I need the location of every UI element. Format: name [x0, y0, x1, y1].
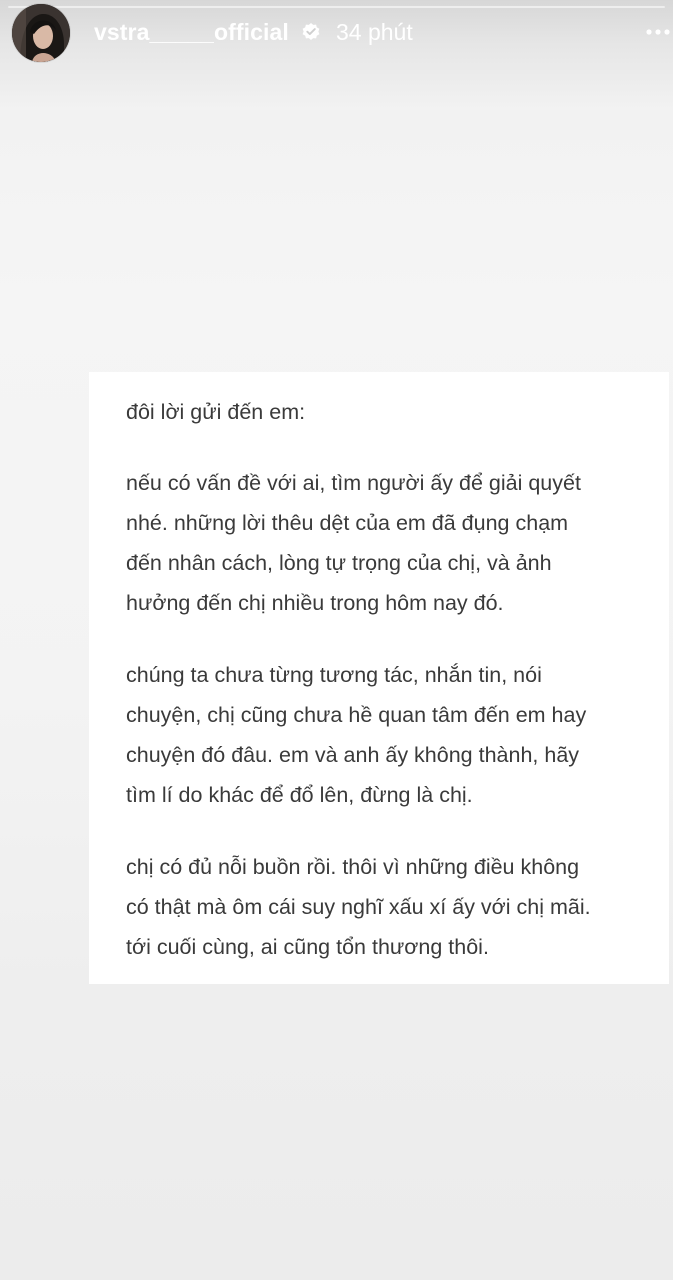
note-line: nếu có vấn đề với ai, tìm người ấy để giải quyết: [126, 471, 581, 495]
more-dots-icon[interactable]: [643, 16, 673, 46]
note-line: đôi lời gửi đến em:: [126, 400, 306, 424]
story-username[interactable]: vstra_____official: [94, 19, 289, 45]
note-line: chuyện đó đâu. em và anh ấy không thành, hãy: [126, 743, 580, 767]
note-paragraph-1: [126, 463, 671, 623]
avatar[interactable]: [12, 4, 70, 62]
note-line: đến nhân cách, lòng tự trọng của chị, và ảnh: [126, 551, 552, 575]
note-line: chị có đủ nỗi buồn rồi. thôi vì những điều không: [126, 855, 580, 879]
note-line: tới cuối cùng, ai cũng tổn thương thôi.: [126, 935, 489, 959]
note-greeting: [126, 392, 671, 432]
note-line: chuyện, chị cũng chưa hề quan tâm đến em hay: [126, 703, 587, 727]
note-paragraph-3: [126, 847, 671, 967]
note-line: tìm lí do khác để đổ lên, đừng là chị.: [126, 783, 473, 807]
story-timestamp: 34 phút: [336, 19, 413, 45]
note-line: có thật mà ôm cái suy nghĩ xấu xí ấy với chị mãi.: [126, 895, 591, 919]
story-header: [0, 0, 673, 66]
note-line: hưởng đến chị nhiều trong hôm nay đó.: [126, 591, 504, 615]
note-card: [89, 372, 669, 984]
note-paragraph-2: [126, 655, 671, 815]
verified-badge-icon: [301, 22, 321, 42]
note-line: chúng ta chưa từng tương tác, nhắn tin, nói: [126, 663, 542, 687]
note-line: nhé. những lời thêu dệt của em đã đụng chạm: [126, 511, 569, 535]
